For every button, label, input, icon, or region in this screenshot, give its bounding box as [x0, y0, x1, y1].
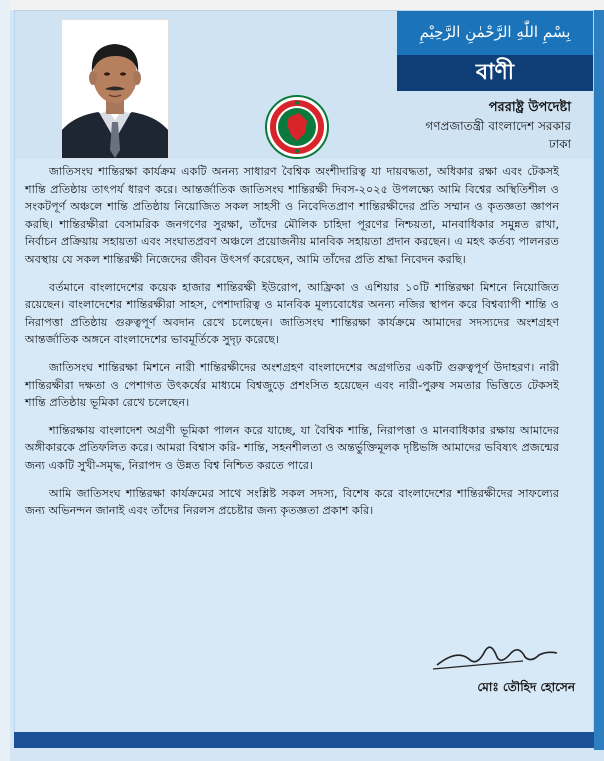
page-title: বাণী: [397, 55, 593, 91]
signature-icon: [427, 629, 567, 679]
message-paragraph-1: জাতিসংঘ শান্তিরক্ষা কার্যক্রম একটি অনন্য সাধারণ বৈশ্বিক অংশীদারিত্ব যা দায়বদ্ধতা, অধিকার রক্ষা এবং টেকসই শান্তি প্রতিষ্ঠায় তাৎপর্য ধারণ করে। আন্তর্জাতিক জাতিসংঘ শান্তিরক্ষী দিবস-২০২৫ উপলক্ষ্যে আমি বিশ্বের অস্থিতিশীল ও সংকটপূর্ণ অঞ্চলে শান্তি প্রতিষ্ঠায় নিয়োজিত সকল সাহসী ও নিবেদিতপ্রাণ শান্তিরক্ষীদের প্রতি সম্মান ও কৃতজ্ঞতা জ্ঞাপন করছি। শান্তিরক্ষীরা বেসামরিক জনগণের সুরক্ষা, তাঁদের মৌলিক চাহিদা পূরণের নিশ্চয়তা, মানবাধিকার সমুন্নত রাখা, নির্বাচন প্রক্রিয়ায় সহায়তা এবং সংঘাতপ্রবণ অঞ্চলে প্রয়োজনীয় মানবিক সহায়তা প্রদান করছেন। এ মহৎ কর্তব্য পালনরত অবস্থায় যে সকল শান্তিরক্ষী নিজেদের জীবন উৎসর্গ করেছেন, আমি তাঁদের প্রতি শ্রদ্ধা নিবেদন করছি।: [25, 165, 559, 266]
signatory-name: মোঃ তৌহিদ হোসেন: [477, 680, 575, 694]
portrait-icon: [62, 20, 168, 158]
bismillah-text: بِسْمِ اللّٰهِ الرَّحْمٰنِ الرَّحِيْمِ: [419, 23, 571, 41]
right-border-strip: [594, 10, 604, 750]
government-name: গণপ্রজাতন্ত্রী বাংলাদেশ সরকার: [425, 119, 571, 133]
officer-title: পররাষ্ট্র উপদেষ্টা: [488, 100, 571, 115]
message-paragraph-3: জাতিসংঘ শান্তিরক্ষা মিশনে নারী শান্তিরক্ষীদের অংশগ্রহণ বাংলাদেশের অগ্রগতির একটি গুরুত্বপূর্ণ উদাহরণ। নারী শান্তিরক্ষীরা দক্ষতা ও পেশাগত উৎকর্ষের মাধ্যমে বিশ্বজুড়ে প্রশংসিত হয়েছেন এবং নারী-পুরুষ সমতার ভিত্তিতে টেকসই শান্তি প্রতিষ্ঠায় ভূমিকা রেখে চলেছেন।: [25, 360, 559, 410]
message-paragraph-2: বর্তমানে বাংলাদেশের কয়েক হাজার শান্তিরক্ষী ইউরোপ, আফ্রিকা ও এশিয়ার ১০টি শান্তিরক্ষা মিশনে নিয়োজিত রয়েছেন। বাংলাদেশের শান্তিরক্ষীরা সাহস, পেশাদারিত্ব ও মানবিক মূল্যবোধের অনন্য নজির স্থাপন করে বিশ্বব্যাপী শান্তি ও নিরাপত্তা প্রতিষ্ঠায় গুরুত্বপূর্ণ অবদান রেখে চলেছেন। জাতিসংঘ শান্তিরক্ষা কার্যক্রমে আমাদের সদস্যদের অংশগ্রহণ আন্তর্জাতিক অঙ্গনে বাংলাদেশের ভাবমূর্তিকে সুদৃঢ় করেছে।: [25, 280, 559, 347]
officer-block: [425, 99, 571, 153]
title-banner: [397, 11, 593, 91]
message-body: [25, 163, 559, 530]
city-name: ঢাকা: [548, 137, 571, 151]
message-panel: [14, 10, 594, 739]
portrait-photo: [61, 19, 169, 159]
top-band: [0, 0, 604, 10]
message-paragraph-4: শান্তিরক্ষায় বাংলাদেশ অগ্রণী ভূমিকা পালন করে যাচ্ছে, যা বৈশ্বিক শান্তি, নিরাপত্তা ও মানবাধিকার রক্ষায় আমাদের অঙ্গীকারকে প্রতিফলিত করে। আমরা বিশ্বাস করি- শান্তি, সহনশীলতা ও অন্তর্ভুক্তিমূলক দৃষ্টিভঙ্গি আমাদের ভবিষ্যৎ প্রজন্মের জন্য একটি সুখী-সমৃদ্ধ, নিরাপদ ও উন্নত বিশ্ব নিশ্চিত করতে পারে।: [25, 423, 559, 472]
header: [15, 11, 593, 159]
bottom-bar: [14, 732, 594, 748]
left-margin: [0, 0, 10, 761]
message-paragraph-5: আমি জাতিসংঘ শান্তিরক্ষা কার্যক্রমের সাথে সংশ্লিষ্ট সকল সদস্য, বিশেষ করে বাংলাদেশের শান্তিরক্ষীদের সাফল্যের জন্য অভিনন্দন জানাই এবং তাঁদের নিরলস প্রচেষ্টার জন্য কৃতজ্ঞতা প্রকাশ করি।: [25, 486, 559, 518]
government-seal-icon: [265, 95, 329, 159]
